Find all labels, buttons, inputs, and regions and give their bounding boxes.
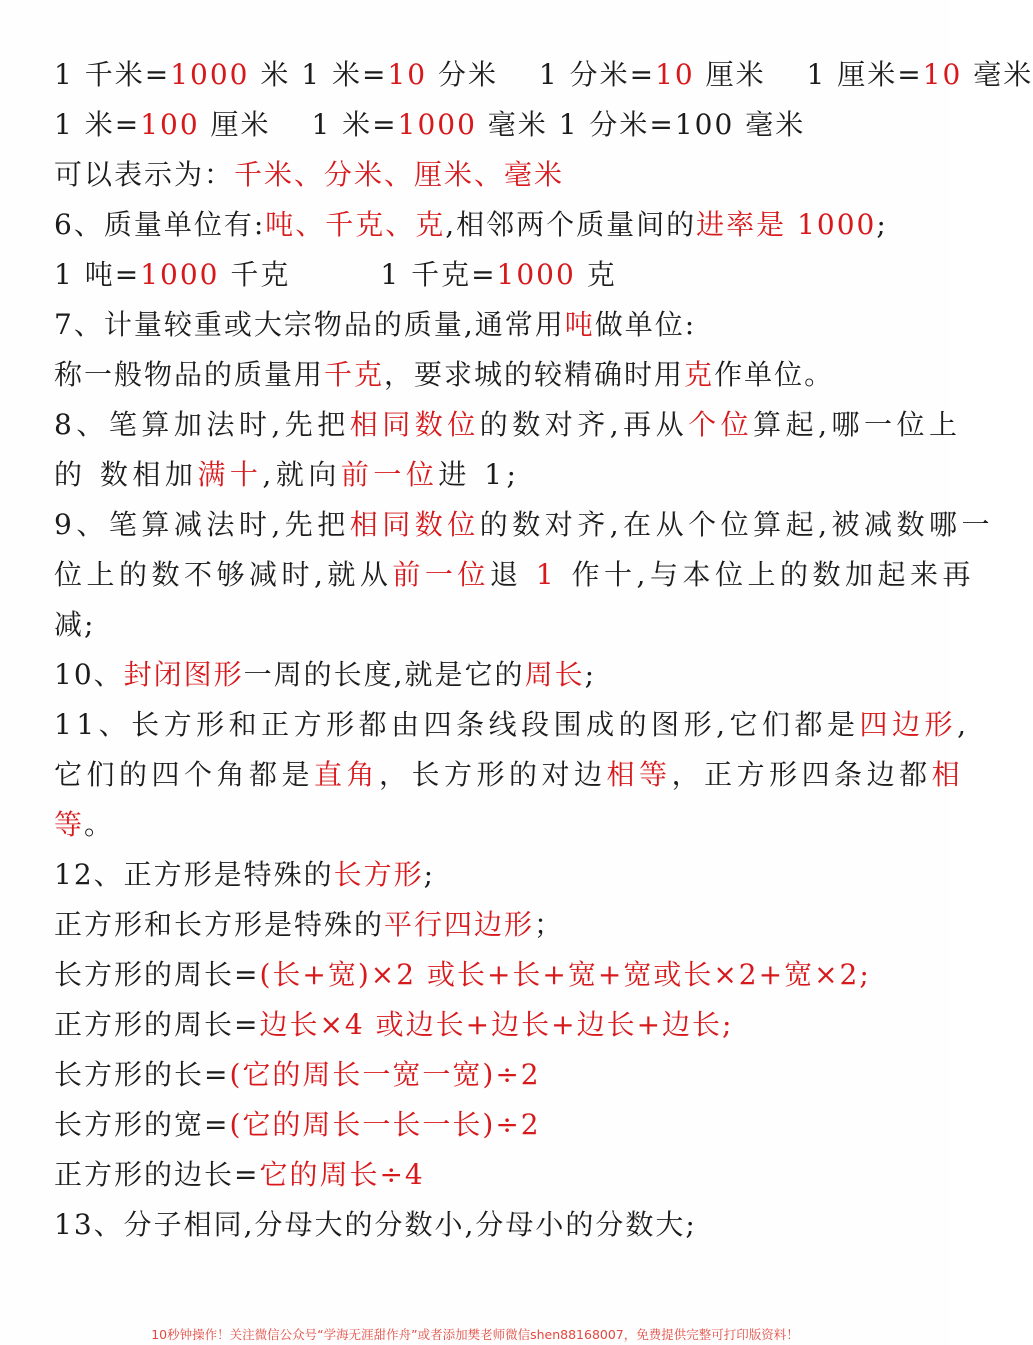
highlighted-term: 吨 [564, 308, 595, 341]
highlighted-term: 封闭图形 [123, 658, 244, 691]
text-segment: 一周的长度,就是它的 [243, 658, 525, 691]
text-segment: 6、质量单位有: [54, 208, 266, 241]
highlighted-term: 相 [931, 758, 965, 791]
text-segment: 进 1; [438, 458, 521, 491]
text-segment: 做单位: [594, 308, 697, 341]
text-segment: 。 [84, 808, 115, 841]
text-segment: 的 数相加 [54, 458, 198, 491]
text-segment: ； [534, 908, 565, 941]
highlighted-term: 等 [54, 808, 85, 841]
highlighted-term: 前一位 [392, 558, 490, 591]
text-segment: ; [423, 858, 436, 891]
text-segment: 减; [54, 608, 96, 641]
highlighted-term: 千米、分米、厘米、毫米 [234, 158, 565, 191]
highlighted-term: 四边形 [859, 708, 958, 741]
text-segment: 13、分子相同,分母大的分数小,分母小的分数大; [54, 1208, 697, 1241]
highlighted-term: 相同数位 [349, 508, 480, 541]
text-segment: 毫米 [962, 58, 1033, 91]
text-segment: 克 [575, 258, 617, 291]
text-line [54, 605, 910, 645]
text-line [54, 55, 1033, 95]
text-segment: ，长方形的对边 [379, 758, 607, 791]
text-line [54, 905, 910, 945]
highlighted-term: 个位 [688, 408, 754, 441]
text-segment: 分米 [427, 58, 498, 91]
text-line [54, 555, 975, 595]
text-segment: 正方形和长方形是特殊的 [54, 908, 385, 941]
highlighted-term: (长+宽)×2 或长+长+宽+宽或长×2+宽×2; [259, 958, 871, 991]
text-segment: 千克 1 千克= [219, 258, 497, 291]
highlighted-term: 相同数位 [349, 408, 480, 441]
text-segment: 正方形的周长= [54, 1008, 260, 1041]
text-segment: 1 千米= [54, 58, 171, 91]
highlighted-term: 10 [387, 58, 428, 91]
highlighted-term: 它的周长÷4 [259, 1158, 425, 1191]
highlighted-term: 周长 [524, 658, 585, 691]
highlighted-term: 相等 [606, 758, 672, 791]
text-segment: 算起,哪一位上 [753, 408, 962, 441]
text-segment: 正方形的边长= [54, 1158, 260, 1191]
text-line [54, 1055, 910, 1095]
highlighted-term: 1000 [496, 258, 576, 291]
text-line [54, 305, 910, 345]
highlighted-term: 进率是 1000 [696, 208, 877, 241]
text-segment: ,相邻两个质量间的 [445, 208, 697, 241]
highlighted-term: 直角 [314, 758, 380, 791]
highlighted-term: 1000 [170, 58, 250, 91]
text-line [54, 655, 910, 695]
text-segment: 1 厘米= [765, 58, 923, 91]
highlighted-term: 1000 [140, 258, 220, 291]
text-line [54, 805, 910, 845]
text-line [54, 505, 995, 545]
highlighted-term: (它的周长一长一长)÷2 [229, 1108, 541, 1141]
text-line [54, 855, 910, 895]
text-segment: 长方形的长= [54, 1058, 230, 1091]
text-segment: 称一般物品的质量用 [54, 358, 325, 391]
text-segment: 的数对齐,再从 [479, 408, 689, 441]
text-segment: 厘米 [694, 58, 766, 91]
highlighted-term: 100 [140, 108, 200, 141]
text-line [54, 405, 962, 445]
highlighted-term: 1 [535, 558, 559, 591]
text-line [54, 455, 910, 495]
text-line [54, 705, 971, 745]
text-segment: 可以表示为： [54, 158, 235, 191]
text-segment: 退 [489, 558, 536, 591]
text-segment: 毫米 1 分米=100 毫米 [476, 108, 806, 141]
text-line [54, 205, 910, 245]
text-segment: ，正方形四条边都 [671, 758, 932, 791]
highlighted-term: 克 [684, 358, 715, 391]
text-segment: 的数对齐,在从个位算起,被减数哪一 [479, 508, 995, 541]
text-segment: 厘米 1 米= [199, 108, 398, 141]
highlighted-term: 前一位 [340, 458, 439, 491]
text-line [54, 955, 910, 995]
highlighted-term: 平行四边形 [384, 908, 535, 941]
highlighted-term: 长方形 [333, 858, 424, 891]
text-segment: 7、计量较重或大宗物品的质量,通常用 [54, 308, 565, 341]
text-segment: , [957, 708, 971, 741]
text-segment: ; [876, 208, 888, 241]
text-segment: 作十,与本位上的数加起来再 [558, 558, 975, 591]
highlighted-term: 吨、千克、克 [265, 208, 446, 241]
text-segment: 长方形的周长= [54, 958, 260, 991]
highlighted-term: 满十 [197, 458, 263, 491]
text-segment: 米 1 米= [249, 58, 388, 91]
text-line [54, 255, 910, 295]
text-segment: 长方形的宽= [54, 1108, 230, 1141]
highlighted-term: 10 [922, 58, 963, 91]
highlighted-term: 千克 [324, 358, 385, 391]
highlighted-term: 1000 [397, 108, 477, 141]
text-line [54, 1105, 910, 1145]
text-segment: ，要求城的较精确时用 [384, 358, 685, 391]
text-segment: 11、长方形和正方形都由四条线段围成的图形,它们都是 [54, 708, 860, 741]
text-line [54, 155, 910, 195]
text-segment: 它们的四个角都是 [54, 758, 315, 791]
text-segment: ; [584, 658, 597, 691]
text-segment: 1 分米= [497, 58, 656, 91]
text-segment: 作单位。 [714, 358, 835, 391]
highlighted-term: (它的周长一宽一宽)÷2 [229, 1058, 541, 1091]
text-segment: 10、 [54, 658, 124, 691]
text-segment: ,就向 [262, 458, 341, 491]
highlighted-term: 边长×4 或边长+边长+边长+边长; [259, 1008, 734, 1041]
text-segment: 8、笔算加法时,先把 [54, 408, 350, 441]
highlighted-term: 10 [655, 58, 695, 91]
text-line [54, 105, 910, 145]
text-segment: 9、笔算减法时,先把 [54, 508, 350, 541]
text-line [54, 1155, 910, 1195]
text-segment: 1 米= [54, 108, 141, 141]
text-line [54, 1005, 910, 1045]
text-line [54, 1205, 910, 1245]
footer-notice: 10秒钟操作！关注微信公众号“学海无涯甜作舟”或者添加樊老师微信shen88168007，免费提供完整可打印版资料！ [151, 1327, 799, 1342]
text-segment: 位上的数不够减时,就从 [54, 558, 393, 591]
text-segment: 12、正方形是特殊的 [54, 858, 334, 891]
text-line [54, 355, 910, 395]
text-segment: 1 吨= [54, 258, 141, 291]
text-line [54, 755, 965, 795]
